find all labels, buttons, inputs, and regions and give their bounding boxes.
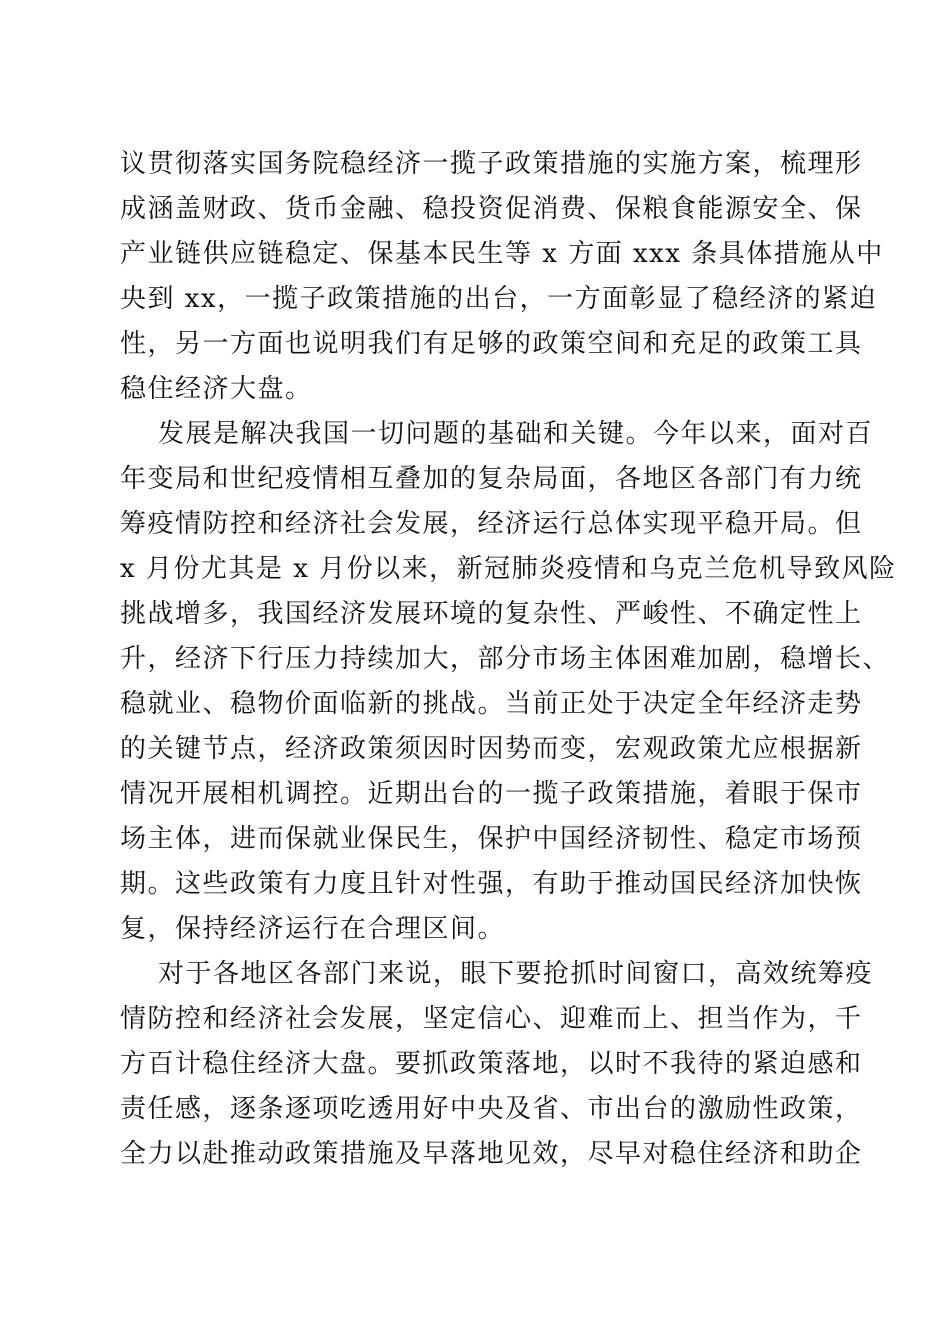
- text-line: 产业链供应链稳定、保基本民生等 x 方面 xxx 条具体措施从中: [120, 239, 884, 269]
- text-line: 复，保持经济运行在合理区间。: [120, 914, 506, 944]
- text-line-first: 发展是解决我国一切问题的基础和关键。今年以来，面对百: [158, 419, 874, 449]
- text-line: 方百计稳住经济大盘。要抓政策落地，以时不我待的紧迫感和: [120, 1049, 863, 1079]
- text-line: 成涵盖财政、货币金融、稳投资促消费、保粮食能源安全、保: [120, 194, 863, 224]
- text-line-first: 对于各地区各部门来说，眼下要抢抓时间窗口，高效统筹疫: [158, 959, 874, 989]
- text-line: 稳就业、稳物价面临新的挑战。当前正处于决定全年经济走势: [120, 689, 863, 719]
- paragraph-1: [120, 142, 884, 412]
- text-line: 场主体，进而保就业保民生，保护中国经济韧性、稳定市场预: [120, 824, 863, 854]
- text-line: 升，经济下行压力持续加大，部分市场主体困难加剧，稳增长、: [120, 644, 891, 674]
- text-line: 央到 xx，一揽子政策措施的出台，一方面彰显了稳经济的紧迫: [120, 284, 878, 314]
- text-line: x 月份尤其是 x 月份以来，新冠肺炎疫情和乌克兰危机导致风险: [120, 554, 897, 584]
- text-line: 挑战增多，我国经济发展环境的复杂性、严峻性、不确定性上: [120, 599, 863, 629]
- text-line: 议贯彻落实国务院稳经济一揽子政策措施的实施方案，梳理形: [120, 149, 863, 179]
- text-line: 性，另一方面也说明我们有足够的政策空间和充足的政策工具: [120, 329, 863, 359]
- text-line: 情况开展相机调控。近期出台的一揽子政策措施，着眼于保市: [120, 779, 863, 809]
- paragraph-2: [120, 412, 897, 952]
- paragraph-3: [120, 952, 874, 1177]
- text-line: 稳住经济大盘。: [120, 374, 313, 404]
- text-line: 期。这些政策有力度且针对性强，有助于推动国民经济加快恢: [120, 869, 863, 899]
- text-line: 情防控和经济社会发展，坚定信心、迎难而上、担当作为，千: [120, 1004, 863, 1034]
- document-body: [120, 142, 897, 1177]
- text-line: 责任感，逐条逐项吃透用好中央及省、市出台的激励性政策，: [120, 1094, 863, 1124]
- text-line: 筹疫情防控和经济社会发展，经济运行总体实现平稳开局。但: [120, 509, 863, 539]
- text-line: 的关键节点，经济政策须因时因势而变，宏观政策尤应根据新: [120, 734, 863, 764]
- text-line: 年变局和世纪疫情相互叠加的复杂局面，各地区各部门有力统: [120, 464, 863, 494]
- text-line: 全力以赴推动政策措施及早落地见效，尽早对稳住经济和助企: [120, 1139, 863, 1169]
